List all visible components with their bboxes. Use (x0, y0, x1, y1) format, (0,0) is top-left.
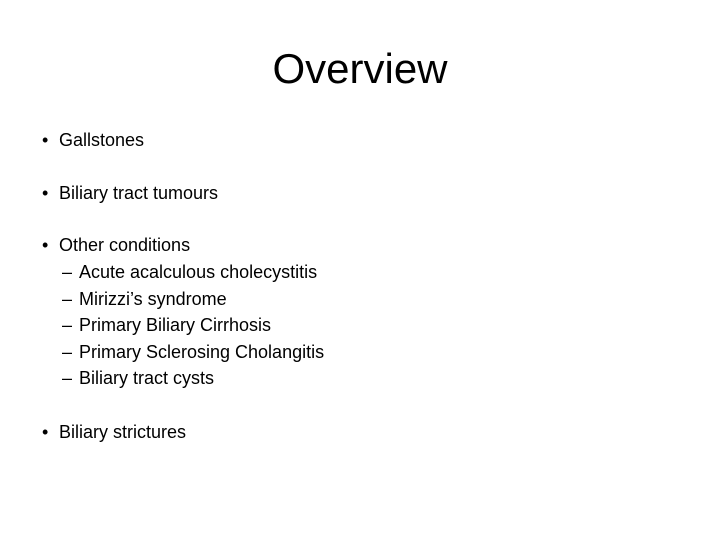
bullet-item-gallstones (42, 129, 144, 151)
bullet-label: Biliary strictures (59, 422, 187, 442)
slide-title: Overview (272, 45, 448, 92)
bullet-item-biliary-tract-tumours (42, 182, 218, 204)
sub-item-acute-acalculous-cholecystitis (62, 261, 317, 283)
bullet-item-other-conditions (42, 234, 190, 256)
dash-icon: – (62, 262, 73, 282)
sub-item-primary-sclerosing-cholangitis (62, 341, 324, 363)
sub-item-biliary-tract-cysts (62, 367, 214, 389)
bullet-label: Other conditions (59, 235, 191, 255)
sub-item-label: Acute acalculous cholecystitis (79, 262, 318, 282)
bullet-icon: • (42, 183, 49, 203)
sub-item-primary-biliary-cirrhosis (62, 314, 271, 336)
dash-icon: – (62, 315, 73, 335)
sub-item-mirizzis-syndrome (62, 288, 227, 310)
bullet-icon: • (42, 235, 49, 255)
bullet-label: Biliary tract tumours (59, 183, 219, 203)
dash-icon: – (62, 289, 73, 309)
dash-icon: – (62, 368, 73, 388)
bullet-label: Gallstones (59, 130, 145, 150)
bullet-icon: • (42, 422, 49, 442)
bullet-item-biliary-strictures (42, 421, 186, 443)
sub-item-label: Mirizzi’s syndrome (79, 289, 227, 309)
bullet-icon: • (42, 130, 49, 150)
sub-item-label: Primary Biliary Cirrhosis (79, 315, 272, 335)
sub-item-label: Primary Sclerosing Cholangitis (79, 342, 325, 362)
sub-item-label: Biliary tract cysts (79, 368, 215, 388)
dash-icon: – (62, 342, 73, 362)
